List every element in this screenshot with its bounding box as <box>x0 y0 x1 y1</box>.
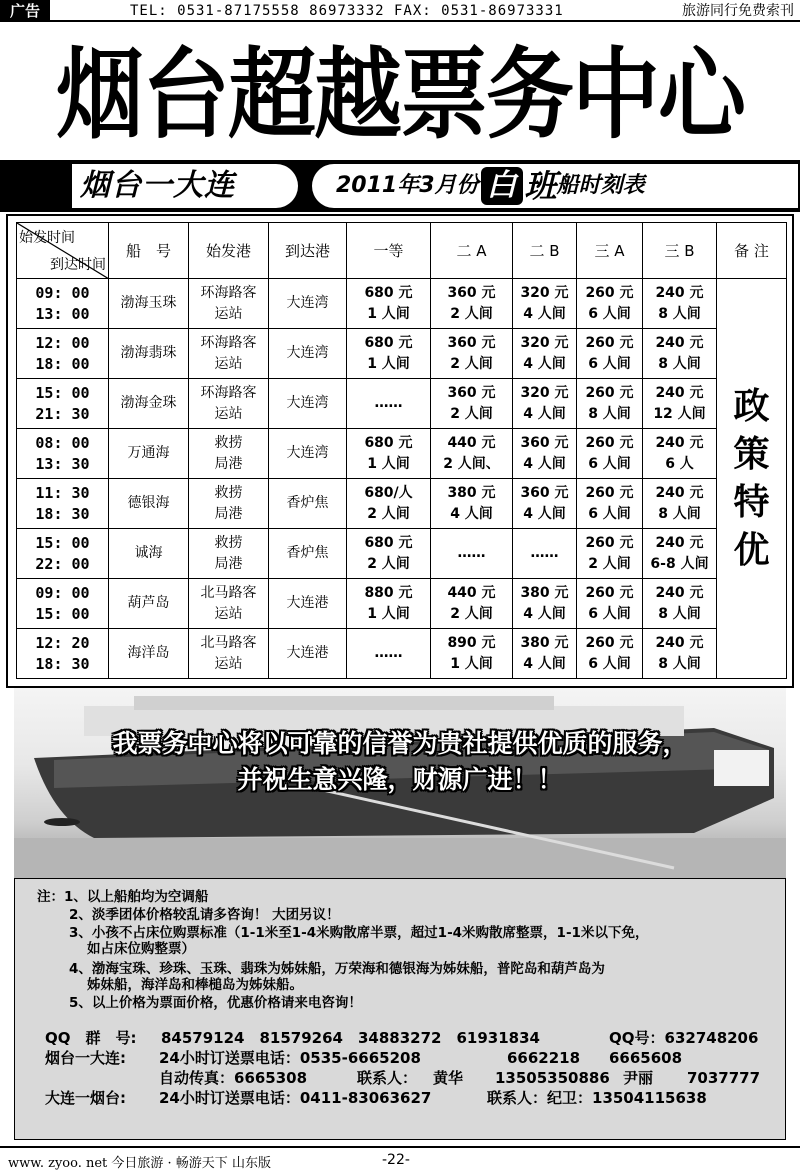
fare-price: 880 元 <box>364 584 413 601</box>
fare-cell <box>643 329 717 379</box>
to-port: 香炉焦 <box>286 495 329 511</box>
ship-name: 渤海翡珠 <box>120 345 177 361</box>
from-cell <box>189 279 269 329</box>
time-cell <box>17 629 109 679</box>
to-cell <box>269 579 347 629</box>
fare-room: 2 人间 <box>450 405 493 422</box>
fare-cell <box>643 429 717 479</box>
ship-cell <box>109 529 189 579</box>
from-port-line-1: 救捞 <box>214 484 243 501</box>
yantai-label: 烟台一大连: <box>45 1049 126 1067</box>
fare-cell <box>431 579 513 629</box>
time-cell <box>17 379 109 429</box>
ship-name: 渤海金珠 <box>120 395 177 411</box>
ship-name: 海洋岛 <box>127 645 170 661</box>
fare-room: 1 人间 <box>367 455 410 472</box>
fare-price: 320 元 <box>520 384 569 401</box>
fare-price: 240 元 <box>655 334 704 351</box>
fare-room: 6 人间 <box>588 305 631 322</box>
from-port-line-2: 运站 <box>214 355 243 372</box>
ship-cell <box>109 479 189 529</box>
fare-price: …… <box>530 545 559 561</box>
fare-room: 1 人间 <box>367 605 410 622</box>
fare-price: 360 元 <box>520 484 569 501</box>
depart-time: 15: 00 <box>35 533 90 552</box>
fare-cell <box>347 579 431 629</box>
to-cell <box>269 379 347 429</box>
person-2-phone: 7037777 <box>687 1069 761 1087</box>
note-3b: 如占床位购整票） <box>87 941 195 957</box>
table-row <box>17 479 787 529</box>
qq-label: QQ 群 号: <box>45 1029 137 1047</box>
note-4a: 4、渤海宝珠、珍珠、玉珠、翡珠为姊妹船，万荣海和德银海为姊妹船，普陀岛和葫芦岛为 <box>69 961 605 977</box>
to-port: 大连湾 <box>286 445 329 461</box>
fare-room: 4 人间 <box>523 655 566 672</box>
fare-room: 4 人间 <box>523 605 566 622</box>
fare-cell <box>431 479 513 529</box>
fare-cell <box>347 629 431 679</box>
fare-room: 1 人间 <box>450 655 493 672</box>
fare-price: 260 元 <box>585 434 634 451</box>
table-row <box>17 379 787 429</box>
header-third-a: 三 A <box>577 223 643 279</box>
yantai-phone-2: 6662218 <box>507 1049 581 1067</box>
from-port-line-1: 救捞 <box>214 534 243 551</box>
fare-room: 4 人间 <box>523 355 566 372</box>
fare-room: 2 人间 <box>450 305 493 322</box>
schedule-ban: 班 <box>524 167 557 205</box>
to-port: 香炉焦 <box>286 545 329 561</box>
arrive-time: 18: 30 <box>35 654 90 673</box>
from-port-line-2: 局港 <box>214 505 243 522</box>
slogan-line-2: 并祝生意兴隆，财源广进！！ <box>237 765 563 794</box>
fare-price: 320 元 <box>520 284 569 301</box>
from-port-line-2: 局港 <box>214 455 243 472</box>
to-cell <box>269 279 347 329</box>
fare-cell <box>431 429 513 479</box>
header-from: 始发港 <box>189 223 269 279</box>
to-cell <box>269 629 347 679</box>
fare-room: 4 人间 <box>450 505 493 522</box>
remark-cell <box>717 279 787 679</box>
arrive-time: 15: 00 <box>35 604 90 623</box>
fare-price: …… <box>457 545 486 561</box>
route-text: 烟台一大连 <box>80 168 235 203</box>
fare-cell <box>577 629 643 679</box>
header-depart-time: 始发时间 <box>19 230 75 246</box>
remark-char: 优 <box>733 529 770 571</box>
from-port-line-1: 北马路客 <box>200 584 257 601</box>
remark-char: 策 <box>733 433 770 475</box>
fare-room: 4 人间 <box>523 405 566 422</box>
fare-cell <box>577 379 643 429</box>
fare-cell <box>577 579 643 629</box>
remark-char: 政 <box>733 385 770 427</box>
route-banner <box>0 160 800 212</box>
to-cell <box>269 479 347 529</box>
from-cell <box>189 529 269 579</box>
fare-cell <box>431 329 513 379</box>
header-second-b: 二 B <box>513 223 577 279</box>
fare-cell <box>577 329 643 379</box>
fare-price: 240 元 <box>655 434 704 451</box>
ship-name: 万通海 <box>127 445 170 461</box>
fare-cell <box>431 629 513 679</box>
notes-box <box>14 878 786 1140</box>
from-cell <box>189 629 269 679</box>
fare-price: …… <box>374 395 403 411</box>
arrive-time: 22: 00 <box>35 554 90 573</box>
to-cell <box>269 529 347 579</box>
fare-room: 12 人间 <box>653 405 706 422</box>
dalian-person: 联系人：纪卫：13504115638 <box>487 1089 707 1107</box>
fare-price: 890 元 <box>447 634 496 651</box>
fare-room: 2 人间、 <box>443 455 500 472</box>
from-port-line-1: 救捞 <box>214 434 243 451</box>
header-contact: TEL: 0531-87175558 86973332 FAX: 0531-86973331 <box>130 3 564 19</box>
fare-room: 4 人间 <box>523 305 566 322</box>
fare-cell <box>577 279 643 329</box>
fare-room: 1 人间 <box>367 355 410 372</box>
time-cell <box>17 479 109 529</box>
page-title: 烟台超越票务中心 <box>55 36 744 153</box>
ship-name: 德银海 <box>127 495 170 511</box>
fare-price: 260 元 <box>585 634 634 651</box>
fare-price: 260 元 <box>585 484 634 501</box>
fare-price: 360 元 <box>447 334 496 351</box>
fare-room: 6 人间 <box>588 655 631 672</box>
fare-cell <box>643 379 717 429</box>
fare-room: 8 人间 <box>658 505 701 522</box>
fare-cell <box>513 629 577 679</box>
to-cell <box>269 429 347 479</box>
yantai-phone: 24小时订送票电话：0535-6665208 <box>159 1049 421 1067</box>
arrive-time: 18: 30 <box>35 504 90 523</box>
header-to: 到达港 <box>269 223 347 279</box>
fare-room: 4 人间 <box>523 505 566 522</box>
from-port-line-2: 运站 <box>214 605 243 622</box>
from-port-line-1: 环海路客 <box>200 284 257 301</box>
arrive-time: 21: 30 <box>35 404 90 423</box>
table-row <box>17 429 787 479</box>
fare-cell <box>513 429 577 479</box>
route-box <box>72 164 298 208</box>
fare-price: 440 元 <box>447 584 496 601</box>
fare-price: 360 元 <box>447 284 496 301</box>
fare-price: 260 元 <box>585 334 634 351</box>
note-2: 2、淡季团体价格较乱请多咨询！ 大团另议！ <box>69 907 340 923</box>
fare-price: 440 元 <box>447 434 496 451</box>
depart-time: 11: 30 <box>35 483 90 502</box>
schedule-table <box>16 222 787 679</box>
fare-room: 8 人间 <box>658 605 701 622</box>
fare-price: 260 元 <box>585 534 634 551</box>
fare-room: 6 人间 <box>588 355 631 372</box>
depart-time: 12: 00 <box>35 333 90 352</box>
header-first: 一等 <box>347 223 431 279</box>
fare-price: 680 元 <box>364 434 413 451</box>
fare-price: 680 元 <box>364 334 413 351</box>
fare-cell <box>513 479 577 529</box>
fare-room: 2 人间 <box>588 555 631 572</box>
fare-room: 8 人间 <box>588 405 631 422</box>
fare-room: 6 人 <box>665 455 694 472</box>
dalian-phone: 24小时订送票电话：0411-83063627 <box>159 1089 432 1107</box>
fare-room: 6-8 人间 <box>650 555 709 572</box>
depart-time: 08: 00 <box>35 433 90 452</box>
ship-name: 葫芦岛 <box>127 595 170 611</box>
fare-cell <box>513 579 577 629</box>
fare-cell <box>513 329 577 379</box>
fare-room: 6 人间 <box>588 455 631 472</box>
fare-room: 6 人间 <box>588 505 631 522</box>
table-row <box>17 579 787 629</box>
fare-room: 8 人间 <box>658 305 701 322</box>
time-cell <box>17 429 109 479</box>
fare-cell <box>513 379 577 429</box>
fare-cell <box>643 629 717 679</box>
table-row <box>17 529 787 579</box>
fare-price: 240 元 <box>655 284 704 301</box>
dalian-label: 大连一烟台: <box>45 1089 126 1107</box>
fare-price: 380 元 <box>520 634 569 651</box>
fare-cell <box>347 379 431 429</box>
fare-cell <box>577 529 643 579</box>
from-cell <box>189 379 269 429</box>
schedule-white: 白 <box>481 167 523 205</box>
fare-price: 240 元 <box>655 484 704 501</box>
ship-cell <box>109 579 189 629</box>
from-cell <box>189 329 269 379</box>
person-1: 黄华 <box>433 1069 464 1087</box>
fare-cell <box>347 529 431 579</box>
fare-price: 260 元 <box>585 584 634 601</box>
fare-price: 680/人 <box>364 484 413 501</box>
fare-room: 6 人间 <box>588 605 631 622</box>
schedule-text <box>336 164 645 208</box>
time-cell <box>17 329 109 379</box>
ship-photo <box>14 688 786 878</box>
fare-price: 260 元 <box>585 284 634 301</box>
yantai-phone-3: 6665608 <box>609 1049 683 1067</box>
to-port: 大连港 <box>286 595 329 611</box>
fare-cell <box>347 429 431 479</box>
header-diag-cell <box>17 223 109 279</box>
to-port: 大连湾 <box>286 295 329 311</box>
fare-price: 260 元 <box>585 384 634 401</box>
person-1-phone: 13505350886 <box>495 1069 610 1087</box>
note-5: 5、以上价格为票面价格，优惠价格请来电咨询！ <box>69 995 362 1011</box>
footer <box>0 1146 800 1172</box>
qq-groups: 84579124 81579264 34883272 61931834 <box>161 1029 540 1047</box>
table-header-row <box>17 223 787 279</box>
note-3a: 3、小孩不占床位购票标准（1-1米至1-4米购散席半票，超过1-4米购散席整票，1-1米以下免， <box>69 925 649 941</box>
schedule-prefix: 2011年3月份 <box>336 173 479 198</box>
fare-cell <box>577 479 643 529</box>
fare-price: 380 元 <box>447 484 496 501</box>
arrive-time: 13: 00 <box>35 304 90 323</box>
person-label: 联系人： <box>357 1069 418 1087</box>
fare-cell <box>643 529 717 579</box>
header-second-a: 二 A <box>431 223 513 279</box>
fare-price: 380 元 <box>520 584 569 601</box>
fare-cell <box>643 479 717 529</box>
to-port: 大连港 <box>286 645 329 661</box>
schedule-box <box>312 164 798 208</box>
note-4b: 姊妹船，海洋岛和棒槌岛为姊妹船。 <box>87 977 303 993</box>
table-row <box>17 629 787 679</box>
fare-room: 8 人间 <box>658 655 701 672</box>
schedule-suffix: 船时刻表 <box>556 173 645 198</box>
fare-cell <box>643 579 717 629</box>
header-arrive-time: 到达时间 <box>50 257 106 273</box>
arrive-time: 18: 00 <box>35 354 90 373</box>
from-port-line-1: 环海路客 <box>200 384 257 401</box>
fare-cell <box>431 379 513 429</box>
fare-cell <box>347 479 431 529</box>
fax-label: 自动传真：6665308 <box>159 1069 308 1087</box>
from-cell <box>189 429 269 479</box>
from-port-line-2: 局港 <box>214 555 243 572</box>
fare-price: 240 元 <box>655 384 704 401</box>
fare-room: 2 人间 <box>367 555 410 572</box>
fare-cell <box>643 279 717 329</box>
page-number: -22- <box>382 1152 410 1168</box>
fare-price: 360 元 <box>447 384 496 401</box>
fare-cell <box>431 529 513 579</box>
free-tag: 旅游同行免费索刊 <box>682 3 794 19</box>
from-port-line-1: 北马路客 <box>200 634 257 651</box>
fare-price: 240 元 <box>655 534 704 551</box>
ship-cell <box>109 329 189 379</box>
fare-room: 2 人间 <box>450 355 493 372</box>
ship-cell <box>109 279 189 329</box>
ship-name: 渤海玉珠 <box>120 295 177 311</box>
ship-cell <box>109 429 189 479</box>
from-port-line-1: 环海路客 <box>200 334 257 351</box>
fare-cell <box>347 279 431 329</box>
fare-price: 240 元 <box>655 634 704 651</box>
to-port: 大连湾 <box>286 395 329 411</box>
from-port-line-2: 运站 <box>214 655 243 672</box>
qq-single: QQ号：632748206 <box>609 1029 759 1047</box>
arrive-time: 13: 30 <box>35 454 90 473</box>
fare-price: 680 元 <box>364 284 413 301</box>
fare-room: 8 人间 <box>658 355 701 372</box>
from-cell <box>189 479 269 529</box>
time-cell <box>17 279 109 329</box>
footer-site: www. zyoo. net 今日旅游 · 畅游天下 山东版 <box>8 1156 271 1171</box>
header-ship: 船 号 <box>109 223 189 279</box>
fare-price: …… <box>374 645 403 661</box>
depart-time: 09: 00 <box>35 583 90 602</box>
fare-room: 2 人间 <box>450 605 493 622</box>
header-remark: 备 注 <box>717 223 787 279</box>
from-cell <box>189 579 269 629</box>
table-row <box>17 329 787 379</box>
fare-room: 2 人间 <box>367 505 410 522</box>
ship-cell <box>109 629 189 679</box>
fare-price: 240 元 <box>655 584 704 601</box>
header-bar <box>0 0 800 22</box>
table-row <box>17 279 787 329</box>
depart-time: 15: 00 <box>35 383 90 402</box>
fare-cell <box>577 429 643 479</box>
fare-room: 4 人间 <box>523 455 566 472</box>
schedule-table-frame <box>6 214 794 688</box>
remark-char: 特 <box>733 481 770 523</box>
time-cell <box>17 579 109 629</box>
time-cell <box>17 529 109 579</box>
from-port-line-2: 运站 <box>214 405 243 422</box>
from-port-line-2: 运站 <box>214 305 243 322</box>
fare-cell <box>513 279 577 329</box>
ad-tag: 广告 <box>0 0 50 22</box>
depart-time: 09: 00 <box>35 283 90 302</box>
depart-time: 12: 20 <box>35 633 90 652</box>
fare-cell <box>347 329 431 379</box>
note-1: 注：1、以上船舶均为空调船 <box>37 889 209 905</box>
slogan-line-1: 我票务中心将以可靠的信誉为贵社提供优质的服务， <box>112 729 688 758</box>
ship-name: 诚海 <box>134 545 163 561</box>
to-cell <box>269 329 347 379</box>
ship-cell <box>109 379 189 429</box>
fare-price: 360 元 <box>520 434 569 451</box>
fare-room: 1 人间 <box>367 305 410 322</box>
fare-cell <box>431 279 513 329</box>
fare-cell <box>513 529 577 579</box>
fare-price: 680 元 <box>364 534 413 551</box>
to-port: 大连湾 <box>286 345 329 361</box>
fare-price: 320 元 <box>520 334 569 351</box>
person-2: 尹丽 <box>623 1069 654 1087</box>
header-third-b: 三 B <box>643 223 717 279</box>
